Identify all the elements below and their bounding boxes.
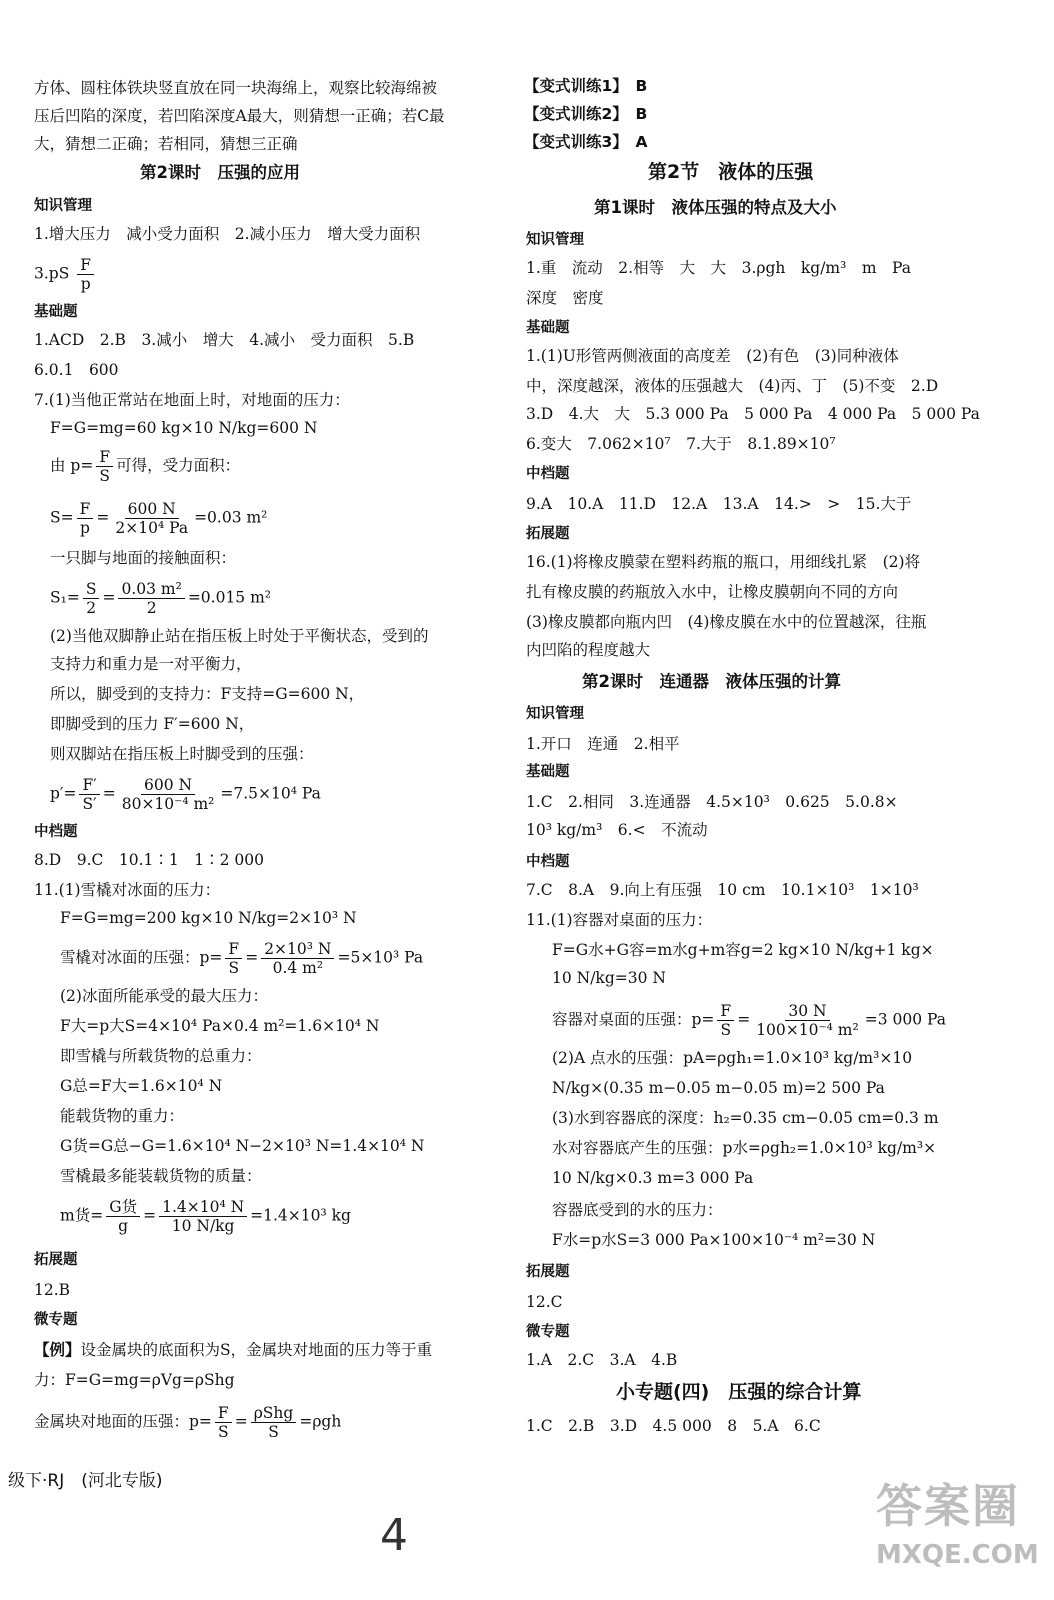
fraction [77, 256, 94, 293]
formula-suffix: =0.015 m² [187, 588, 272, 607]
answer-line: 1.C 2.相同 3.连通器 4.5×10³ 0.625 5.0.8× [526, 793, 898, 811]
answer-line: 8.D 9.C 10.1∶1 1∶2 000 [34, 851, 264, 869]
formula-line-fraction: S₁= $\frac{S}{2}$ = $\frac{\text{0.03 m²}}{2}$ =0.015 m² [50, 580, 272, 617]
watermark-logo [876, 1470, 1039, 1580]
answer-line: 9.A 10.A 11.D 12.A 13.A 14.> > 15.大于 [526, 495, 912, 513]
fraction [215, 1404, 232, 1441]
denominator: 100×10⁻⁴ m² [756, 1021, 859, 1039]
answer-line: 11.(1)雪橇对冰面的压力： [34, 881, 221, 899]
answer-line: 6.变大 7.062×10⁷ 7.大于 8.1.89×10⁷ [526, 435, 836, 453]
denominator: 2×10⁴ Pa [115, 519, 189, 537]
fraction [118, 580, 184, 617]
section-heading: 中档题 [526, 854, 570, 870]
fraction [753, 1002, 862, 1039]
variant-answer: 【变式训练2】 B [524, 105, 648, 123]
formula-line-fraction: 金属块对地面的压强：p= $\frac{F}{S}$ = ρShg S =ρgh [34, 1404, 342, 1441]
answer-line: 16.(1)将橡皮膜蒙在塑料药瓶的瓶口，用细线扎紧 (2)将 [526, 553, 921, 571]
formula-suffix: =7.5×10⁴ Pa [220, 784, 321, 803]
formula-suffix: =5×10³ Pa [337, 948, 424, 967]
formula-line: (2)当他双脚静止站在指压板上时处于平衡状态，受到的 [50, 627, 429, 645]
section-heading: 基础题 [34, 304, 78, 320]
example-line [34, 1340, 432, 1360]
formula-line: (2)冰面所能承受的最大压力： [60, 987, 268, 1005]
lesson-title: 第1课时 液体压强的特点及大小 [594, 198, 837, 217]
formula-prefix: 由 p= [50, 456, 94, 475]
formula-line: 即脚受到的压力 F′=600 N， [50, 715, 255, 733]
section-title: 第2节 液体的压强 [648, 161, 814, 183]
formula-line: F大=p大S=4×10⁴ Pa×0.4 m²=1.6×10⁴ N [60, 1017, 380, 1035]
answer-line: 11.(1)容器对桌面的压力： [526, 911, 713, 929]
numerator: F′ [79, 776, 99, 795]
formula-line: N/kg×(0.35 m−0.05 m−0.05 m)=2 500 Pa [552, 1079, 885, 1097]
numerator: 600 N [125, 500, 179, 519]
formula-prefix: S₁= [50, 588, 80, 607]
formula-line-fraction: 容器对桌面的压强：p= $\frac{F}{S}$ = $\frac{30 N}{\text{100×10⁻⁴ m²}}$ =3 000 Pa [552, 1002, 946, 1039]
formula-line: 水对容器底产生的压强：p水=ρgh₂=1.0×10³ kg/m³× [552, 1139, 937, 1157]
denominator: p [80, 519, 90, 537]
answer-line-fraction [34, 256, 97, 293]
fraction [83, 580, 100, 617]
numerator: 2×10³ N [261, 940, 334, 959]
fraction [261, 940, 334, 977]
fraction [119, 776, 218, 813]
formula-line: 能载货物的重力： [60, 1107, 185, 1125]
formula-line: (2)A 点水的压强：pA=ρgh₁=1.0×10³ kg/m³×10 [552, 1049, 913, 1067]
formula-line: 则双脚站在指压板上时脚受到的压强： [50, 745, 314, 763]
numerator: 600 N [141, 776, 195, 795]
formula-prefix: S= [50, 508, 74, 527]
denominator: 80×10⁻⁴ m² [121, 795, 215, 813]
fraction [96, 448, 113, 485]
numerator: G货 [106, 1198, 140, 1217]
section-heading: 知识管理 [526, 706, 584, 722]
answer-line: 7.(1)当他正常站在地面上时，对地面的压力： [34, 391, 350, 409]
formula-prefix: m货= [60, 1206, 104, 1225]
formula-line-fraction: S= $\frac{F}{p}$ = $\frac{600 N}{\text{2×10⁴ Pa}}$ =0.03 m² [50, 500, 268, 537]
numerator: 0.03 m² [118, 580, 184, 599]
text-line: 方体、圆柱体铁块竖直放在同一块海绵上，观察比较海绵被 [34, 79, 438, 97]
answer-line: 1.开口 连通 2.相平 [526, 735, 680, 753]
formula-suffix: =3 000 Pa [864, 1010, 946, 1029]
numerator: F [225, 940, 242, 959]
section-heading: 微专题 [526, 1324, 570, 1340]
variant-answer: 【变式训练1】 B [524, 77, 648, 95]
denominator: 0.4 m² [272, 959, 324, 977]
formula-line: 10 N/kg×0.3 m=3 000 Pa [552, 1169, 754, 1187]
answer-line: (3)橡皮膜都向瓶内凹 (4)橡皮膜在水中的位置越深，往瓶 [526, 613, 927, 631]
denominator: 10 N/kg [171, 1217, 235, 1235]
section-heading: 中档题 [34, 824, 78, 840]
formula-line: 雪橇最多能装载货物的质量： [60, 1167, 262, 1185]
formula-prefix: 容器对桌面的压强：p= [552, 1010, 715, 1029]
denominator: S [217, 1423, 229, 1441]
numerator: S [83, 580, 100, 599]
denominator: S′ [82, 795, 97, 813]
section-heading: 拓展题 [526, 526, 570, 542]
formula-line: 一只脚与地面的接触面积： [50, 549, 237, 567]
formula-suffix: =1.4×10³ kg [250, 1206, 351, 1225]
fraction [225, 940, 242, 977]
formula-line: 10 N/kg=30 N [552, 969, 666, 987]
topic-title: 小专题(四) 压强的综合计算 [616, 1381, 862, 1403]
answer-line: 内凹陷的程度越大 [526, 641, 651, 659]
formula-line: 即雪橇与所载货物的总重力： [60, 1047, 262, 1065]
section-heading: 知识管理 [526, 232, 584, 248]
answer-line: 10³ kg/m³ 6.< 不流动 [526, 821, 708, 839]
formula-line: G货=G总−G=1.6×10⁴ N−2×10³ N=1.4×10⁴ N [60, 1137, 425, 1155]
fraction [79, 776, 99, 813]
section-heading: 基础题 [526, 320, 570, 336]
denominator: 2 [146, 599, 157, 617]
lesson-title: 第2课时 连通器 液体压强的计算 [582, 672, 841, 691]
denominator: S [268, 1423, 279, 1441]
answer-line: 12.C [526, 1293, 563, 1311]
formula-line-fraction [50, 448, 240, 485]
example-text: 设金属块的底面积为S，金属块对地面的压力等于重 [80, 1341, 433, 1359]
section-heading: 微专题 [34, 1312, 78, 1328]
numerator: 30 N [785, 1002, 829, 1021]
answer-line: 3.D 4.大 大 5.3 000 Pa 5 000 Pa 4 000 Pa 5 000 Pa [526, 405, 980, 423]
watermark-url: MXQE.COM [876, 1540, 1039, 1570]
fraction [251, 1404, 297, 1441]
numerator: ρShg [251, 1404, 297, 1423]
formula-prefix: p′= [50, 784, 77, 803]
answer-line: 1.(1)U形管两侧液面的高度差 (2)有色 (3)同种液体 [526, 347, 899, 365]
section-heading: 基础题 [526, 764, 570, 780]
page-footer: 级下·RJ (河北专版) [8, 1471, 163, 1491]
formula-line: G总=F大=1.6×10⁴ N [60, 1077, 223, 1095]
denominator: g [118, 1217, 129, 1235]
numerator: F [215, 1404, 232, 1423]
formula-line: 力：F=G=mg=ρVg=ρShg [34, 1371, 235, 1389]
denominator: S [720, 1021, 732, 1039]
formula-line: F=G水+G容=m水g+m容g=2 kg×10 N/kg+1 kg× [552, 941, 934, 959]
formula-prefix: 金属块对地面的压强：p= [34, 1412, 212, 1431]
denominator: S [99, 467, 111, 485]
numerator: F [77, 500, 94, 519]
formula-line: 所以，脚受到的支持力：F支持=G=600 N， [50, 685, 365, 703]
fraction [77, 500, 94, 537]
answer-prefix: 3.pS [34, 264, 70, 283]
denominator: p [80, 275, 91, 293]
text-line: 大，猜想二正确；若相同，猜想三正确 [34, 135, 298, 153]
denominator: S [228, 959, 240, 977]
section-heading: 知识管理 [34, 198, 92, 214]
formula-suffix: 可得，受力面积： [116, 456, 241, 475]
formula-line: 支持力和重力是一对平衡力， [50, 655, 252, 673]
formula-suffix: =ρgh [299, 1412, 342, 1431]
answer-line: 1.A 2.C 3.A 4.B [526, 1351, 678, 1369]
answer-line: 中，深度越深，液体的压强越大 (4)丙、丁 (5)不变 2.D [526, 377, 939, 395]
formula-line: (3)水到容器底的深度：h₂=0.35 cm−0.05 cm=0.3 m [552, 1109, 939, 1127]
numerator: F [717, 1002, 734, 1021]
formula-line-fraction: 雪橇对冰面的压强：p= $\frac{F}{S}$ = $\frac{\text{2×10³ N}}{\text{0.4 m²}}$ =5×10³ Pa [60, 940, 424, 977]
formula-prefix: 雪橇对冰面的压强：p= [60, 948, 223, 967]
handwritten-page-number: 4 [380, 1510, 408, 1561]
answer-line: 7.C 8.A 9.向上有压强 10 cm 10.1×10³ 1×10³ [526, 881, 919, 899]
formula-line: F=G=mg=200 kg×10 N/kg=2×10³ N [60, 909, 357, 927]
formula-line-fraction: m货= G货 g = $\frac{\text{1.4×10⁴ N}}{10 N/kg}$ =1.4×10³ kg [60, 1198, 351, 1235]
answer-line: 12.B [34, 1281, 71, 1299]
numerator: F [77, 256, 94, 275]
formula-line-fraction: p′= $\frac{F'}{S'}$ = $\frac{600 N}{\text{80×10⁻⁴ m²}}$ =7.5×10⁴ Pa [50, 776, 321, 813]
watermark-text: 答案圈 [876, 1479, 1020, 1533]
variant-answer: 【变式训练3】 A [524, 133, 648, 151]
answer-line: 1.C 2.B 3.D 4.5 000 8 5.A 6.C [526, 1417, 821, 1435]
section-heading: 拓展题 [34, 1252, 78, 1268]
numerator: 1.4×10⁴ N [159, 1198, 247, 1217]
formula-line: 容器底受到的水的压力： [552, 1201, 723, 1219]
formula-line: F=G=mg=60 kg×10 N/kg=600 N [50, 419, 318, 437]
answer-line: 深度 密度 [526, 289, 604, 307]
section-heading: 拓展题 [526, 1264, 570, 1280]
answer-line: 1.增大压力 减小受力面积 2.减小压力 增大受力面积 [34, 225, 421, 243]
answer-line: 1.重 流动 2.相等 大 大 3.ρgh kg/m³ m Pa [526, 259, 912, 277]
fraction [106, 1198, 140, 1235]
answer-line: 扎有橡皮膜的药瓶放入水中，让橡皮膜朝向不同的方向 [526, 583, 899, 601]
fraction [159, 1198, 247, 1235]
lesson-title: 第2课时 压强的应用 [140, 163, 300, 182]
fraction [112, 500, 191, 537]
denominator: 2 [86, 599, 97, 617]
text-line: 压后凹陷的深度，若凹陷深度A最大，则猜想一正确；若C最 [34, 107, 445, 125]
formula-suffix: =0.03 m² [194, 508, 268, 527]
answer-line: 1.ACD 2.B 3.减小 增大 4.减小 受力面积 5.B [34, 331, 415, 349]
answer-line: 6.0.1 600 [34, 361, 119, 379]
formula-line: F水=p水S=3 000 Pa×100×10⁻⁴ m²=30 N [552, 1231, 876, 1249]
section-heading: 中档题 [526, 466, 570, 482]
fraction [717, 1002, 734, 1039]
example-label: 【例】 [34, 1341, 81, 1359]
numerator: F [96, 448, 113, 467]
